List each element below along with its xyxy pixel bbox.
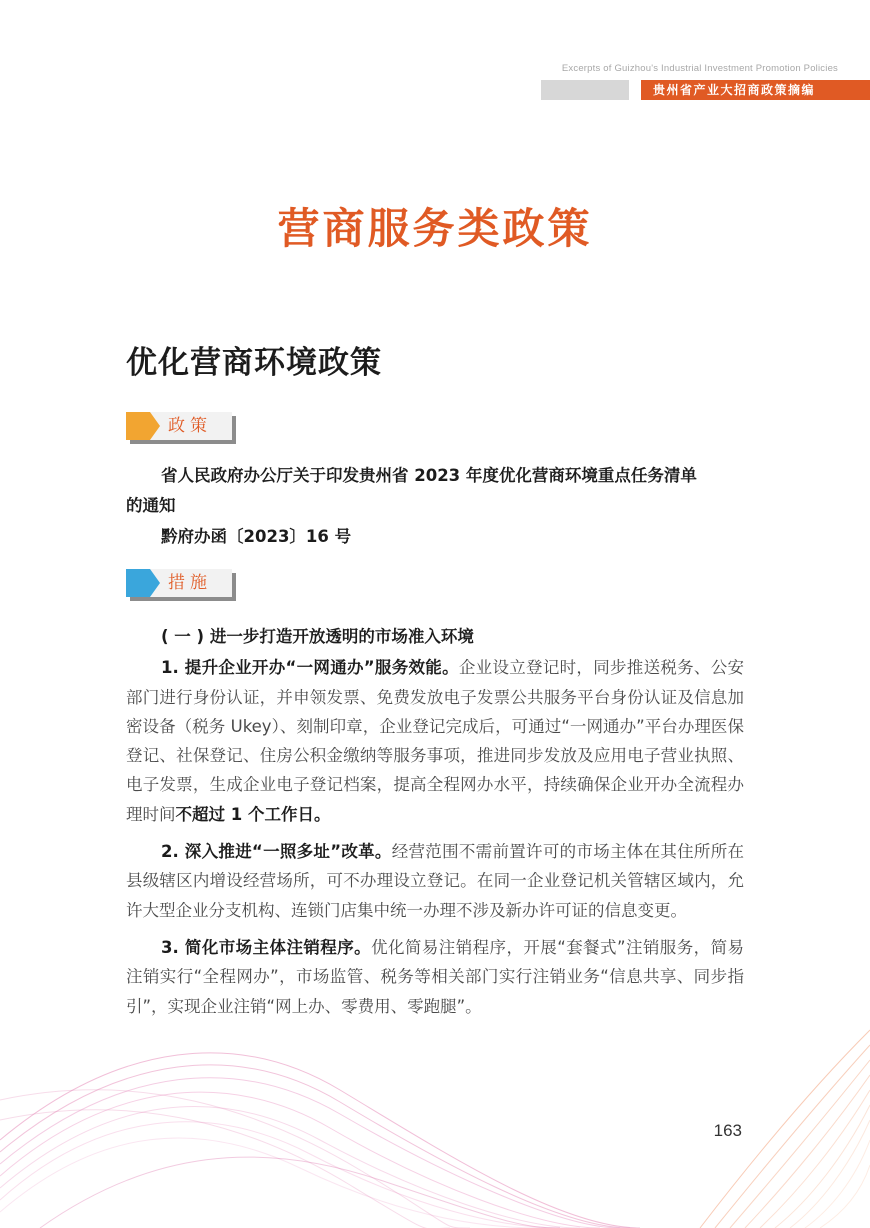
measure-item-3 xyxy=(126,933,744,1021)
measure-lead: 3. 简化市场主体注销程序。 xyxy=(161,937,372,957)
document-title-line1: 省人民政府办公厅关于印发贵州省 2023 年度优化营商环境重点任务清单 xyxy=(161,466,697,485)
measures-tag-label: 措施 xyxy=(168,573,212,593)
document-title-line2: 的通知 xyxy=(126,496,176,515)
measures-tag xyxy=(126,569,236,601)
page-number: 163 xyxy=(713,1121,742,1140)
policy-tag xyxy=(126,412,236,444)
document-number: 黔府办函〔2023〕16 号 xyxy=(161,527,352,546)
measure-body: 经营范围不需前置许可的市场主体在其住所所在县级辖区内增设经营场所，可不办理设立登记。在同一企业登记机关管辖区域内，允许大型企业分支机构、连锁门店集中统一办理不涉及新办许可证的信息变更。 xyxy=(126,842,745,920)
measure-lead: 1. 提升企业开办“一网通办”服务效能。 xyxy=(161,658,459,678)
header-chinese-banner: 贵州省产业大招商政策摘编 xyxy=(641,80,870,100)
measure-tail: 不超过 1 个工作日。 xyxy=(175,804,331,824)
measure-item-2 xyxy=(126,837,744,925)
main-title: 营商服务类政策 xyxy=(277,204,593,253)
measure-body: 优化简易注销程序，开展“套餐式”注销服务，简易注销实行“全程网办”，市场监管、税务等相关部门实行注销业务“信息共享、同步指引”，实现企业注销“网上办、零费用、零跑腿”。 xyxy=(126,937,744,1016)
tag-arrow-icon xyxy=(126,569,150,597)
measure-lead: 2. 深入推进“一照多址”改革。 xyxy=(161,842,392,862)
subheading: ( 一 ) 进一步打造开放透明的市场准入环境 xyxy=(161,627,474,646)
tag-arrow-icon xyxy=(126,412,150,440)
policy-tag-label: 政策 xyxy=(168,416,212,436)
measure-body: 企业设立登记时，同步推送税务、公安部门进行身份认证，并申领发票、免费发放电子发票公共服务平台身份认证及信息加密设备（税务 Ukey）、刻制印章，企业登记完成后，可通过“一网通办”平台办理医保登记、社保登记、住房公积金缴纳等服务事项，推进同步发放及应用电子营业执照、电子发票，生成企业电子登记档案，提高全程网办水平，持续确保企业开办全流程办理时间 xyxy=(126,658,745,824)
policy-content xyxy=(126,622,744,1029)
header-gray-block xyxy=(541,80,629,100)
header-english-subtitle: Excerpts of Guizhou's Industrial Investment Promotion Policies xyxy=(561,63,838,74)
measure-item-1 xyxy=(126,653,744,829)
section-title: 优化营商环境政策 xyxy=(126,345,382,381)
